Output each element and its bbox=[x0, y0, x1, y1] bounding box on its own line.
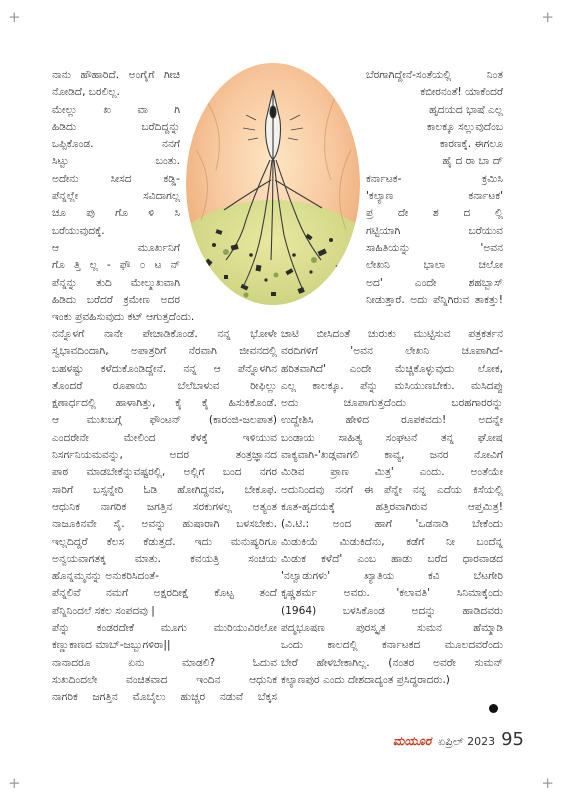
text-line: ಕಬೀರನಂತೆ! ಯಾಕೆಂದರೆ bbox=[420, 86, 503, 99]
text-line: ನಾನಾದರೂ ಏನು ಮಾಡಲಿ? ಓದುವ bbox=[52, 656, 277, 669]
text-line: ಸಿಟ್ಟು ಬಂತು. bbox=[52, 155, 180, 168]
text-line: ಇಲ್ಲದಿದ್ದರೆ ಕೆಲಸ ಕೆಡುತ್ತದೆ. ಇದು ಮನುಷ್ಯರಿಗೂ bbox=[52, 535, 277, 548]
text-line: ಪೆನ್ನಲ್ಲೇ ಸವಿದಾಗಲ್ಲ bbox=[52, 190, 180, 203]
text-line: ಕಣ್ಣುಕಾಣದ ಮಾಬ್-ಜಬ್ಬುಗಳಿರಾ|| bbox=[52, 639, 171, 652]
text-line: ಬರೆಯುವುದಕ್ಕೆ. bbox=[52, 224, 105, 237]
text-column-right-bottom bbox=[281, 326, 503, 689]
text-line: ಉದ್ದೇಶಿಸಿ ಹೇಳಿದ ರೂಪಕವದು! ಅದನ್ನೇ bbox=[281, 414, 503, 427]
text-line: ವರದಿಗಳಿಗೆ 'ಅವನ ಲೇಖನಿ ಚೂಪಾಗಿದೆ- bbox=[281, 345, 503, 358]
pen-illustration bbox=[186, 60, 361, 308]
page-footer bbox=[393, 729, 524, 751]
text-line: ಅದು ಚೂಪಾಗುತ್ತದೆಂದು ಬರಹಗಾರರನ್ನು bbox=[281, 397, 503, 410]
text-line: ಬೇರೆ ಹೇಳಬೇಕಾಗಿಲ್ಲ. (ನಂತರ ಅವರೇ ಸುಮನ್ bbox=[281, 656, 503, 669]
crop-mark: + bbox=[8, 8, 21, 26]
text-column-left-bottom bbox=[52, 326, 277, 707]
text-line: ಪಾಠ ಮಾಡಬೇಕೆನ್ನುವಷ್ಟರಲ್ಲಿ, ಅಲ್ಲಿಗೆ ಬಂದ ನಗರ bbox=[52, 466, 277, 479]
text-line: ಚೂ ಪು ಗೊ ಳಿ ಸಿ bbox=[52, 207, 180, 220]
text-line: ಅನ್ವಯವಾಗತಕ್ಕ ಮಾತು. ಕವಯತ್ರಿ ಸಂಚಿಯ bbox=[52, 552, 277, 565]
text-line: ಒಂದು ಕಾಲದಲ್ಲಿ ಕರ್ನಾಟಕದ ಮೂಲದವರೆಂದು bbox=[281, 639, 503, 652]
text-line: (ವಿ.ಟಿ.: ಅಂದ ಹಾಗೆ 'ಒಡನಾಡಿ ಬೇಕೆಂದು bbox=[281, 518, 503, 531]
text-line: ಅದ' ಎಂದೇ ಶಹಬ್ಬಾಸ್ bbox=[366, 276, 503, 289]
crop-mark: + bbox=[8, 774, 21, 792]
text-line: ನಿಸರ್ಗನಿಯಮವನ್ನು, ಅದರ ತಂತ್ರಜ್ಞಾನದ bbox=[52, 449, 277, 462]
text-line: ಪೆನ್ನಲಿವೆ ನಮಗೆ ಅಕ್ಷರದೀಕ್ಷೆ ಕೊಟ್ಟ ತಂದೆ bbox=[52, 587, 277, 600]
text-line: ಇಂಕು ಪ್ರವಹಿಸುವುದು ಕಟ್ ಆಗುತ್ತದೆಂದು. bbox=[52, 311, 195, 324]
text-line: ಬೆರಗಾಗಿದ್ದೇನೆ-ಸಂತೆಯಲ್ಲಿ ನಿಂತ bbox=[366, 69, 503, 81]
text-line: ಲೇಖನಿ ಭಾಲಾ ಚಲೋ bbox=[366, 259, 503, 272]
text-line: ಪೆನ್ನನ್ನು ತುದಿ ಮೇಲ್ಮುಖವಾಗಿ bbox=[52, 276, 180, 289]
text-line: ಮಿಡುಕಿಯೆ ಮಿಡುಕಿದೆನು, ಕಡೆಗೆ ನೀ ಬಂದೆನ್ನ bbox=[281, 535, 503, 548]
text-line: ಒಪ್ಪಿಕೊಂಡ. ನನಗೆ bbox=[52, 138, 180, 151]
text-line: ಕಲ್ಯಾಣಪುರ ಎಂದು ದೇಶದಾದ್ಯಂತ ಪ್ರಸಿದ್ಧರಾದರು.) bbox=[281, 673, 450, 686]
text-line: ಹರಿತವಾಗಿದೆ' ಎಂದೇ ಮೆಚ್ಚಿಕೊಳ್ಳುವುದು ಲೋಕ, bbox=[281, 362, 503, 375]
text-line: ಹೊನ್ನಮ್ಮನನ್ನು ಅನುಕರಿಸಿದಂತೆ- bbox=[52, 570, 159, 583]
text-line: ಹಿಡಿದು ಬರೆದಿದ್ದನ್ನು bbox=[52, 120, 180, 133]
text-line: ಸಾರಿಗೆ ಬಸ್ಸನ್ನೇರಿ ಓಡಿ ಹೋಗಿದ್ದನವ, ಬೇಕೂಫ. bbox=[52, 483, 277, 496]
crop-mark: + bbox=[541, 774, 554, 792]
text-line: ನಾನು ಹೌಹಾರಿದೆ. ಅಂಗೈಗೆ ಗೀಚಿ bbox=[52, 69, 180, 81]
text-line: ಕಾಲಕ್ಕೂ ಸಲ್ಲುವುದೆಂಬ bbox=[426, 120, 503, 133]
text-line: ಸುಖದಿಂದಲೇ ವಂಚಿತವಾದ ಇಂದಿನ ಆಧುನಿಕ bbox=[52, 673, 277, 686]
text-line: ಹೈ ದ ರಾ ಬಾ ದ್ bbox=[442, 155, 503, 168]
text-line: ಆ ಮುಖಬಗ್ಗೆ ಫೌಂಟನ್ (ಕಾರಂಜಿ-ಜಲಪಾತ) bbox=[52, 414, 277, 427]
text-line: ಅದೇನು ಸೀಸದ ಕಡ್ಡಿ- bbox=[52, 172, 180, 185]
text-line: ಸಾಹಿತಿಯನ್ನು 'ಅವನ bbox=[366, 241, 503, 254]
text-line: 'ಕಲ್ಯಾಣ ಕರ್ನಾಟಕ' bbox=[366, 190, 503, 203]
text-line: ಪೆನ್ನು ಕಂಡರದೇಕೆ ಮೂಗು ಮುರಿಯುವಿರಲೋ bbox=[52, 622, 277, 635]
text-line: ನೋಡಿದೆ, ಬರಲಿಲ್ಲ. bbox=[52, 86, 120, 99]
text-line: ನನ್ನೊಳಗೆ ನಾನೇ ಪೇಚಾಡಿಕೊಂಡೆ. ನನ್ನ ಭೋಳೇ bbox=[52, 328, 277, 340]
text-line: ಪದ್ಮಭೂಷಣ ಪುರಸ್ಕೃತ ಸುಮನ ಹೆಮ್ಮಾಡಿ bbox=[281, 622, 503, 635]
text-line: ಅದುನಿಂದವು ನನಗೆ ಈ ಪೆನ್ನೇ ನನ್ನ ಎದೆಯ ಕಿಸೆಯಲ್ಲಿ bbox=[281, 483, 503, 496]
text-line: ಸ್ವಭಾವದಿಂದಾಗಿ, ಅಪಾತ್ರರಿಗೆ ನೆರವಾಗಿ ಜೀವನದಲ್ಲಿ bbox=[52, 345, 277, 358]
text-line: ಗೊ ತ್ತಿ ಲ್ಲ - ಫೌ ೦ ಟ ನ್ bbox=[52, 259, 180, 272]
text-line: (1964) ಬಳಸಿಕೊಂಡ ಅದನ್ನು ಹಾಡಿದವರು bbox=[281, 604, 503, 617]
text-line: ಮಿಡಿವ ಪ್ರಾಣ ಮಿತ್ರ' ಎಂದು. ಅಂತೆಯೇ bbox=[281, 466, 503, 479]
text-line: ಪೆನ್ನಿನಿಂದಲೆ ಸಕಲ ಸಂಪದವು | bbox=[52, 604, 155, 617]
text-line: ಬಹಳಷ್ಟು ಕಳೆದುಕೊಂಡಿದ್ದೇನೆ. ನನ್ನ ಆ ಪೆನ್ನೊಳಗಿನ bbox=[52, 362, 277, 375]
text-line: ಬಂಡಾಯ ಸಾಹಿತ್ಯ ಸಂಘಟನೆ ತನ್ನ ಘೋಷ bbox=[281, 431, 503, 444]
page-number: 95 bbox=[501, 729, 525, 750]
text-line: 'ನಲ್ವಾಡುಗಳು' ಖ್ಯಾತಿಯ ಕವಿ ಬೆಟಗೇರಿ bbox=[281, 570, 503, 583]
text-line: ಆ ಮೂರ್ಖನಿಗೆ bbox=[52, 241, 180, 254]
text-column-right-top bbox=[366, 67, 503, 309]
text-line: ತೊಂದರೆ ರೂಪಾಯಿ ಬೆಲೆಬಾಳುವ ರೀಫಿಲ್ಲು bbox=[52, 379, 277, 392]
crop-mark: + bbox=[541, 8, 554, 26]
text-line: ಎಂದರೇನೇ ಮೇಲಿಂದ ಕೆಳಕ್ಕೆ ಇಳಿಯುವ bbox=[52, 431, 277, 444]
end-mark bbox=[489, 704, 498, 713]
text-line: ಚಾಟಿ ಬೀಸಿದಂತೆ ಚುರುಕು ಮುಟ್ಟಿಸುವ ಪತ್ರಕರ್ತನ bbox=[281, 328, 503, 340]
text-line: ನಾಜೂಕಿನವೇ ಸೈ. ಅವನ್ನು ಹುಷಾರಾಗಿ ಬಳಸಬೇಕು. bbox=[52, 518, 277, 531]
text-line: ಆಧುನಿಕ ನಾಗರಿಕ ಜಗತ್ತಿನ ಸರಕುಗಳಲ್ಲ ಅತ್ಯಂತ bbox=[52, 500, 277, 513]
text-line: ನೀಡುತ್ತಾರೆ. ಅದು ಪೆನ್ನಿಗಿರುವ ತಾಕತ್ತು! bbox=[366, 293, 503, 306]
text-line: ಮಿಡುಕ ಕಳೆದೆ' ಎಂಬ ಹಾಡು ಬರೆದ ಧಾರವಾಡದ bbox=[281, 552, 503, 565]
text-line: ಕಾರಣಕ್ಕೆ. ಈಗಲೂ bbox=[439, 138, 503, 151]
text-column-left-top bbox=[52, 67, 195, 326]
text-line: ಹಿಡಿದು ಬರೆದರೆ ಕ್ರಮೇಣ ಅದರ bbox=[52, 293, 180, 306]
text-line: ಕೃಷ್ಣಶರ್ಮ ಅವರು. 'ಕಲಾವತಿ' ಸಿನಿಮಾಕ್ಕೆಂದು bbox=[281, 587, 503, 600]
text-line: ಕರ್ನಾಟಕ- ಕ್ರಮಿಸಿ bbox=[366, 172, 503, 185]
magazine-logo: ಮಯೂರ bbox=[393, 734, 432, 748]
issue-date: ಏಪ್ರಿಲ್ 2023 bbox=[438, 735, 496, 748]
text-line: ಮೇಲ್ಲು ಖ ವಾ ಗಿ bbox=[52, 103, 180, 116]
text-line: ಗಟ್ಟಿಯಾಗಿ ಬರೆಯುವ bbox=[366, 224, 503, 237]
text-line: ವಾಕ್ಯವಾಗಿ-'ಖಡ್ಗವಾಗಲಿ ಕಾವ್ಯ, ಜನರ ನೋವಿಗೆ bbox=[281, 449, 503, 462]
text-line: ಪ್ರ ದೇ ಶ ದ ಲ್ಲಿ bbox=[366, 207, 503, 220]
text-line: ಎಲ್ಲ ಕಾಲಕ್ಕೂ. ಪೆನ್ನು ಮಸಿಯುಣಬೇಕು. ಮಸಿದಪ್ಪು bbox=[281, 379, 503, 392]
text-line: ಕೂತ-ಹೃದಯಕ್ಕೆ ಹತ್ತಿರವಾಗಿರುವ ಆಪ್ತಮಿತ್ರ! bbox=[281, 500, 503, 513]
text-line: ಹೃದಯದ ಭಾಷೆ ಎಲ್ಲ bbox=[429, 103, 503, 116]
text-line: ನಾಗರಿಕ ಜಗತ್ತಿನ ಮೊಬೈಲು ಹುಚ್ಚರ ನಡುವೆ ಬೆಕ್ಕಸ bbox=[52, 691, 277, 704]
text-line: ಕ್ಷಣಾರ್ಧದಲ್ಲಿ ಹಾಳಾಗಿತ್ತು, ಕೈ ಕೈ ಹಿಸುಕಿಕೊಂಡೆ. bbox=[52, 397, 277, 410]
